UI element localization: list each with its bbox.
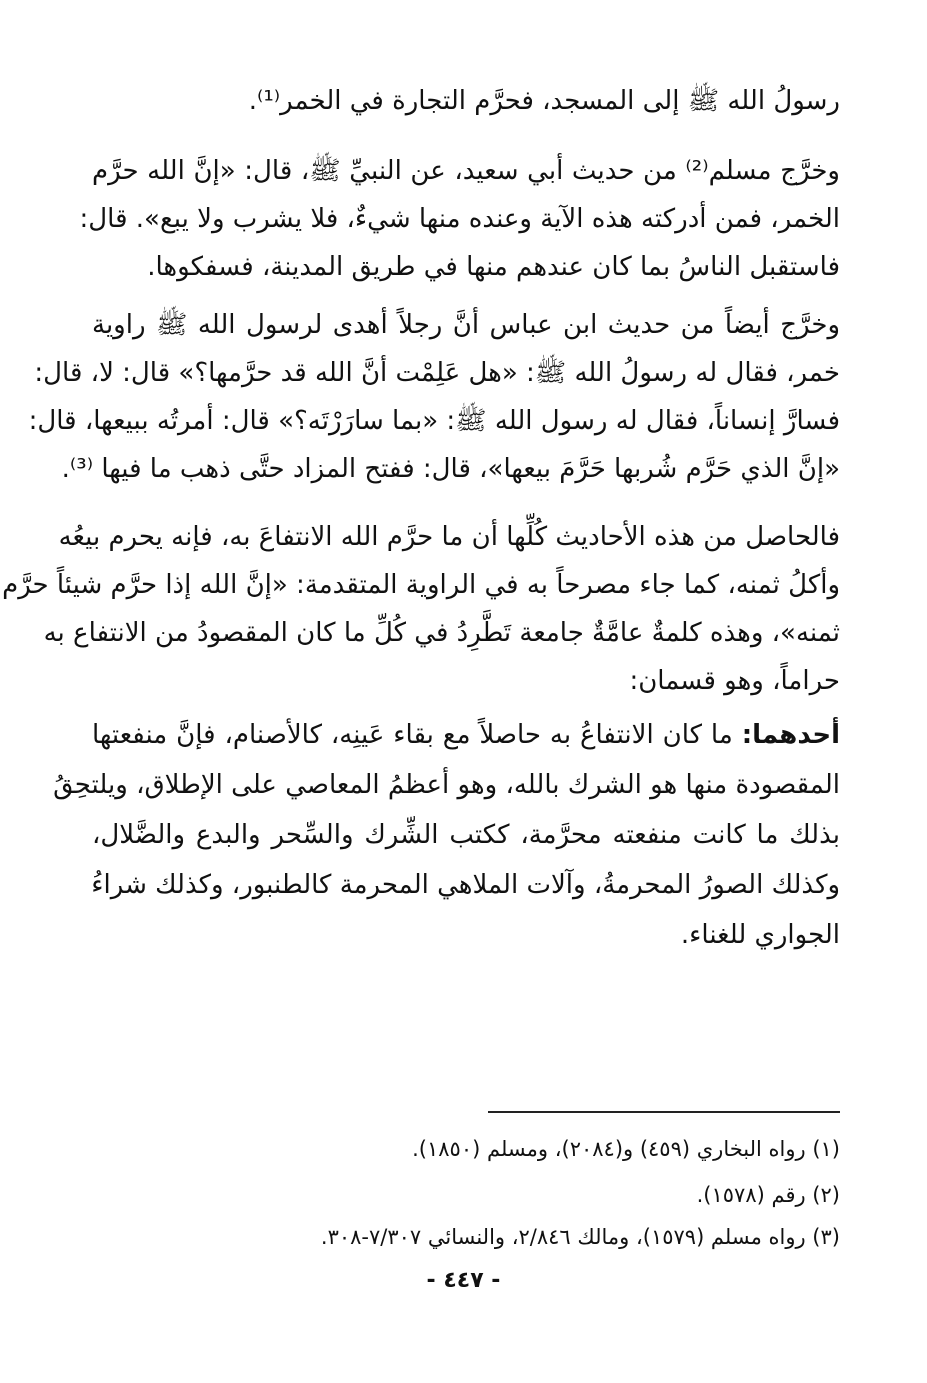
text-line: فالحاصل من هذه الأحاديث كُلِّها أن ما حرَّم الله الانتفاعَ به، فإنه يحرم بيعُه	[58, 522, 840, 552]
footnote: (٣) رواه مسلم (١٥٧٩)، ومالك ٢/٨٤٦، والنسائي ٧/٣٠٧-٣٠٨.	[320, 1225, 840, 1249]
text-line: الخمر، فمن أدركته هذه الآية وعنده منها شيءٌ، فلا يشرب ولا يبع». قال:	[79, 204, 840, 234]
footnote-separator	[488, 1111, 840, 1113]
text-line	[92, 712, 840, 758]
text-line: فسارَّ إنساناً، فقال له رسول الله ﷺ: «بما سارَرْتَه؟» قال: أمرتُه ببيعها، قال:	[28, 406, 840, 436]
section-lead: أحدهما:	[741, 720, 841, 750]
text-line: فاستقبل الناسُ بما كان عندهم منها في طريق المدينة، فسفكوها.	[147, 252, 840, 282]
text-span: ما كان الانتفاعُ به حاصلاً مع بقاء عَينِه، كالأصنام، فإنَّ منفعتها	[92, 720, 733, 750]
text-line: بذلك ما كانت منفعته محرَّمة، ككتب الشِّرك والسِّحر والبدع والضَّلال،	[92, 820, 840, 850]
text-line: المقصودة منها هو الشرك بالله، وهو أعظمُ المعاصي على الإطلاق، ويلتحِقُ	[53, 770, 840, 800]
footnote: (٢) رقم (١٥٧٨).	[696, 1183, 840, 1207]
text-line: «إنَّ الذي حَرَّم شُربها حَرَّمَ بيعها»، قال: ففتح المزاد حتَّى ذهب ما فيها ⁽³⁾.	[61, 454, 840, 484]
text-line: وكذلك الصورُ المحرمةُ، وآلات الملاهي المحرمة كالطنبور، وكذلك شراءُ	[91, 870, 840, 900]
text-line: حراماً، وهو قسمان:	[629, 666, 840, 696]
text-line: وخرَّج أيضاً من حديث ابن عباس أنَّ رجلاً أهدى لرسول الله ﷺ راوية	[92, 310, 840, 340]
text-line: رسولُ الله ﷺ إلى المسجد، فحرَّم التجارة في الخمر⁽¹⁾.	[248, 86, 840, 116]
text-line: خمر، فقال له رسولُ الله ﷺ: «هل عَلِمْت أنَّ الله قد حرَّمها؟» قال: لا، قال:	[34, 358, 840, 388]
text-line: وخرَّج مسلم⁽²⁾ من حديث أبي سعيد، عن النبيِّ ﷺ، قال: «إنَّ الله حرَّم	[92, 156, 840, 186]
text-line: وأكلُ ثمنه، كما جاء مصرحاً به في الراوية المتقدمة: «إنَّ الله إذا حرَّم شيئاً حرَّم	[2, 570, 840, 600]
text-line: الجواري للغناء.	[680, 920, 840, 950]
footnote: (١) رواه البخاري (٤٥٩) و(٢٠٨٤)، ومسلم (١٨٥٠).	[412, 1137, 840, 1161]
page-number: - ٤٤٧ -	[426, 1268, 501, 1293]
text-line: ثمنه»، وهذه كلمةٌ عامَّةٌ جامعة تَطَّرِدُ في كُلِّ ما كان المقصودُ من الانتفاع به	[43, 618, 840, 648]
